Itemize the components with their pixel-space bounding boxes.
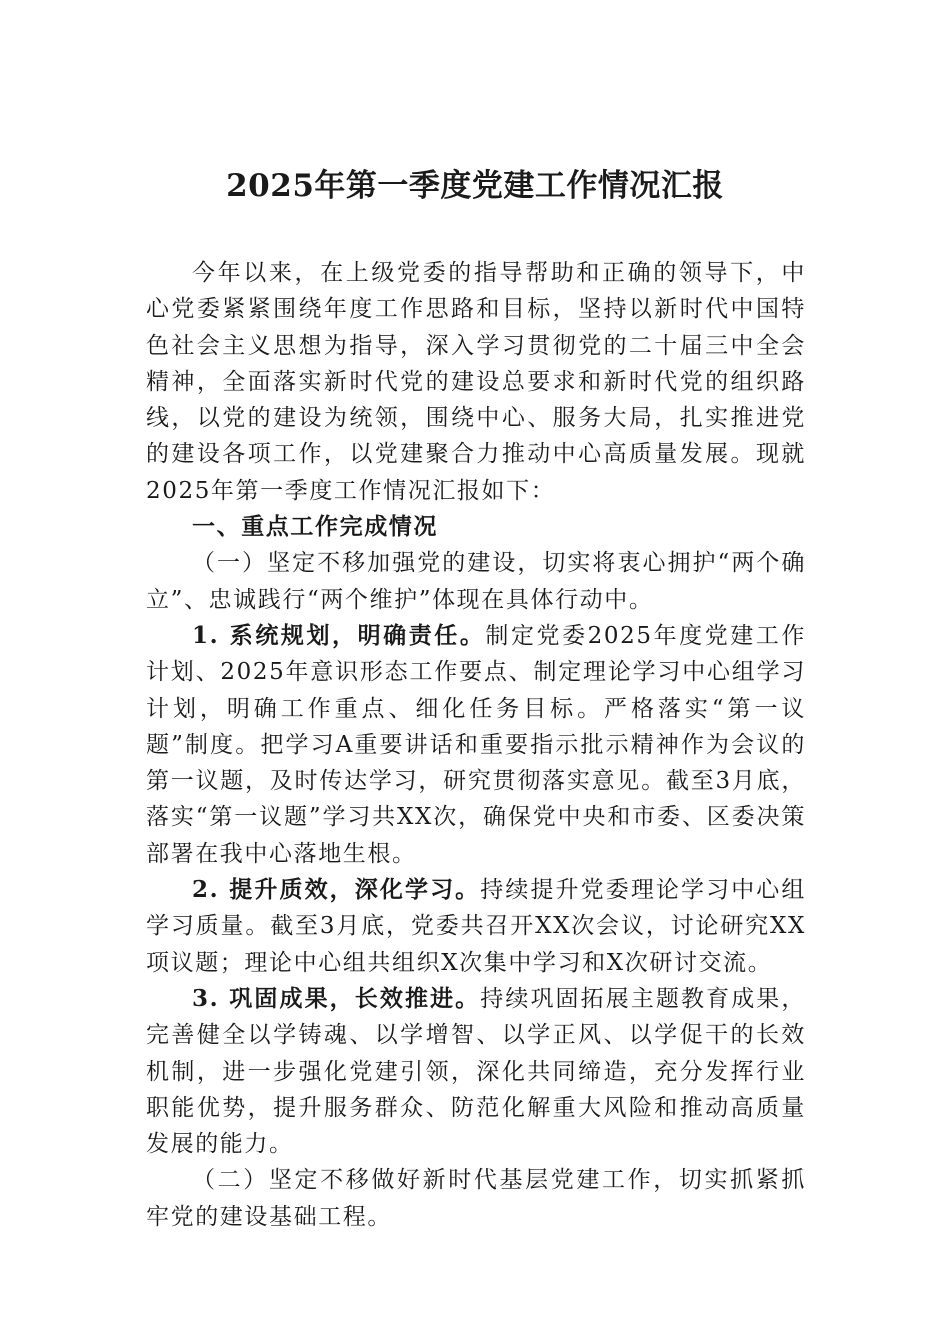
- item-lead-3: 3. 巩固成果，长效推进。: [192, 984, 481, 1012]
- item-paragraph-3: [146, 981, 806, 1162]
- item-paragraph-1: [146, 618, 806, 872]
- document-body: [146, 255, 806, 1235]
- document-title: 2025年第一季度党建工作情况汇报: [226, 168, 724, 204]
- item-text-1: 制定党委2025年度党建工作计划、2025年意识形态工作要点、制定理论学习中心组学习计划，明确工作重点、细化任务目标。严格落实“第一议题”制度。把学习A重要讲话和重要指示批示精神作为会议的第一议题，及时传达学习，研究贯彻落实意见。截至3月底，落实“第一议题”学习共XX次，确保党中央和市委、区委决策部署在我中心落地生根。: [146, 622, 806, 867]
- subsection-heading-1: （一）坚定不移加强党的建设，切实将衷心拥护“两个确立”、忠诚践行“两个维护”体现在具体行动中。: [146, 550, 806, 613]
- section-heading-1: 一、重点工作完成情况: [192, 513, 438, 541]
- item-paragraph-2: [146, 872, 806, 981]
- intro-paragraph: 今年以来，在上级党委的指导帮助和正确的领导下，中心党委紧紧围绕年度工作思路和目标，坚持以新时代中国特色社会主义思想为指导，深入学习贯彻党的二十届三中全会精神，全面落实新时代党的建设总要求和新时代党的组织路线，以党的建设为统领，围绕中心、服务大局，扎实推进党的建设各项工作，以党建聚合力推动中心高质量发展。现就2025年第一季度工作情况汇报如下：: [146, 260, 806, 504]
- item-lead-1: 1. 系统规划，明确责任。: [192, 621, 486, 649]
- item-lead-2: 2. 提升质效，深化学习。: [192, 876, 481, 904]
- subsection-heading-2: （二）坚定不移做好新时代基层党建工作，切实抓紧抓牢党的建设基础工程。: [146, 1167, 806, 1230]
- item-text-2: 持续提升党委理论学习中心组学习质量。截至3月底，党委共召开XX次会议，讨论研究XX项议题；理论中心组共组织X次集中学习和X次研讨交流。: [146, 877, 806, 976]
- item-text-3: 持续巩固拓展主题教育成果，完善健全以学铸魂、以学增智、以学正风、以学促干的长效机制，进一步强化党建引领，深化共同缔造，充分发挥行业职能优势，提升服务群众、防范化解重大风险和推动高质量发展的能力。: [146, 985, 806, 1158]
